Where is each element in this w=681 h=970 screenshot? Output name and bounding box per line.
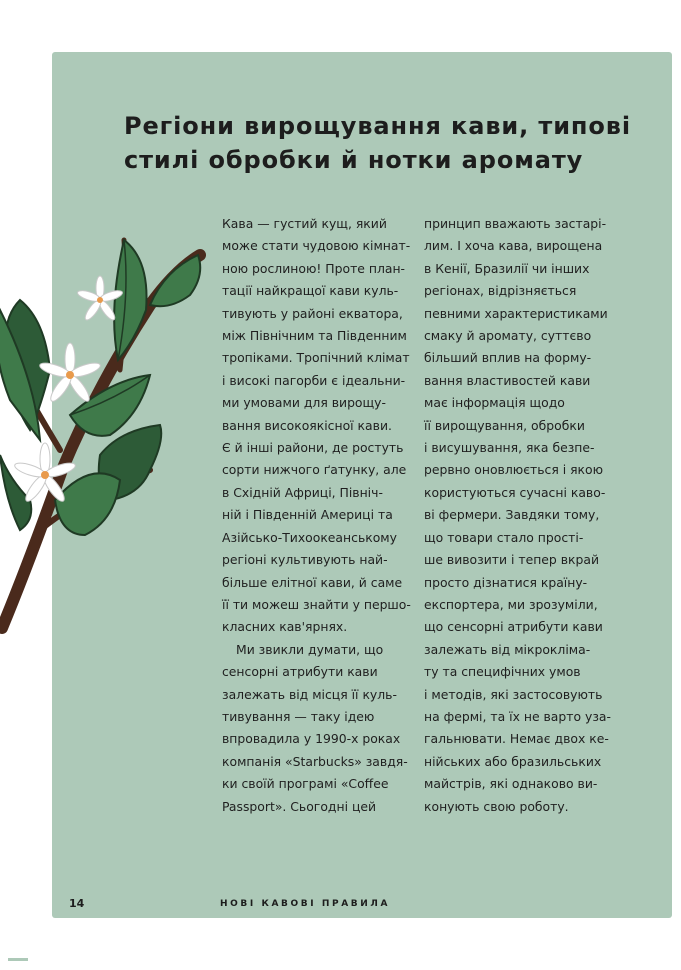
text-line: між Північним та Південним bbox=[222, 328, 407, 344]
text-line: експортера, ми зрозуміли, bbox=[424, 596, 598, 612]
text-line: ки своїй програмі «Coffee bbox=[222, 776, 389, 792]
text-column-left bbox=[222, 213, 411, 818]
text-line: регіоні культивують най- bbox=[222, 552, 388, 568]
text-line: нійських або бразильських bbox=[424, 753, 602, 769]
text-line: Азійсько-Тихоокеанському bbox=[222, 529, 397, 545]
text-line: залежать від місця її куль- bbox=[222, 686, 397, 702]
bottom-mark bbox=[8, 958, 28, 961]
text-line: конують свою роботу. bbox=[424, 798, 569, 814]
text-line: класних кав'ярнях. bbox=[222, 619, 348, 635]
page-title bbox=[124, 109, 644, 177]
text-line: принцип вважають застарі- bbox=[424, 216, 607, 231]
text-line: користуються сучасні каво- bbox=[424, 484, 606, 500]
text-line: залежать від мікрокліма- bbox=[424, 641, 591, 657]
page-number: 14 bbox=[69, 897, 85, 910]
coffee-branch-illustration bbox=[0, 200, 215, 640]
text-line: ною рослиною! Проте план- bbox=[222, 260, 406, 276]
text-line: що товари стало прості- bbox=[424, 529, 584, 545]
text-line: тивування — таку ідею bbox=[222, 708, 375, 724]
text-line: на фермі, та їх не варто уза- bbox=[424, 708, 611, 724]
text-column-right bbox=[424, 213, 611, 818]
text-line: ній і Південній Америці та bbox=[222, 507, 393, 523]
text-line: ві фермери. Завдяки тому, bbox=[424, 507, 600, 523]
text-line: сорти нижчого ґатунку, але bbox=[222, 462, 407, 478]
text-line: Passport». Сьогодні цей bbox=[222, 798, 377, 814]
text-line: ше вивозити і тепер вкрай bbox=[424, 552, 600, 568]
title-line: Регіони вирощування кави, типові bbox=[124, 112, 632, 140]
text-line: ту та специфічних умов bbox=[424, 664, 581, 680]
title-line: стилі обробки й нотки аромату bbox=[124, 146, 584, 174]
text-line: смаку й аромату, суттєво bbox=[424, 328, 592, 344]
text-line: рервно оновлюється і якою bbox=[424, 462, 604, 478]
text-line: тропіками. Тропічний клімат bbox=[222, 350, 410, 366]
paragraph bbox=[222, 213, 411, 639]
text-line: її вирощування, обробки bbox=[424, 417, 585, 433]
text-line: регіонах, відрізняється bbox=[424, 283, 577, 299]
text-line: тивують у районі екватора, bbox=[222, 305, 403, 321]
text-line: просто дізнатися країну- bbox=[424, 574, 588, 590]
text-line: майстрів, які однаково ви- bbox=[424, 776, 598, 792]
text-line: в Східній Африці, Північ- bbox=[222, 484, 383, 500]
text-line: в Кенії, Бразилії чи інших bbox=[424, 260, 590, 276]
text-line: вання властивостей кави bbox=[424, 372, 591, 388]
text-line: Ми звикли думати, що bbox=[236, 641, 384, 657]
text-line: і високі пагорби є ідеальни- bbox=[222, 372, 406, 388]
running-title: НОВІ КАВОВІ ПРАВИЛА bbox=[220, 899, 391, 909]
text-line: компанія «Starbucks» завдя- bbox=[222, 753, 408, 769]
text-line: тації найкращої кави куль- bbox=[222, 283, 399, 299]
text-line: має інформація щодо bbox=[424, 395, 565, 411]
text-line: може стати чудовою кімнат- bbox=[222, 238, 411, 254]
text-line: більше елітної кави, й саме bbox=[222, 574, 403, 590]
text-line: і методів, які застосовують bbox=[424, 686, 603, 702]
text-line: певними характеристиками bbox=[424, 305, 608, 321]
text-line: лим. І хоча кава, вирощена bbox=[424, 238, 603, 254]
text-line: що сенсорні атрибути кави bbox=[424, 619, 603, 635]
text-line: її ти можеш знайти у першо- bbox=[222, 596, 411, 612]
text-line: гальнювати. Немає двох ке- bbox=[424, 731, 609, 747]
text-line: Є й інші райони, де ростуть bbox=[222, 440, 404, 456]
paragraph bbox=[222, 639, 406, 818]
text-line: ми умовами для вирощу- bbox=[222, 395, 386, 411]
text-line: сенсорні атрибути кави bbox=[222, 664, 378, 680]
text-line: більший вплив на форму- bbox=[424, 350, 592, 366]
text-line: вання високоякісної кави. bbox=[222, 417, 392, 433]
text-line: і висушування, яка безпе- bbox=[424, 440, 595, 456]
text-line: Кава — густий кущ, який bbox=[222, 216, 387, 231]
text-line: впровадила у 1990-х роках bbox=[222, 731, 401, 747]
paragraph bbox=[424, 213, 611, 818]
